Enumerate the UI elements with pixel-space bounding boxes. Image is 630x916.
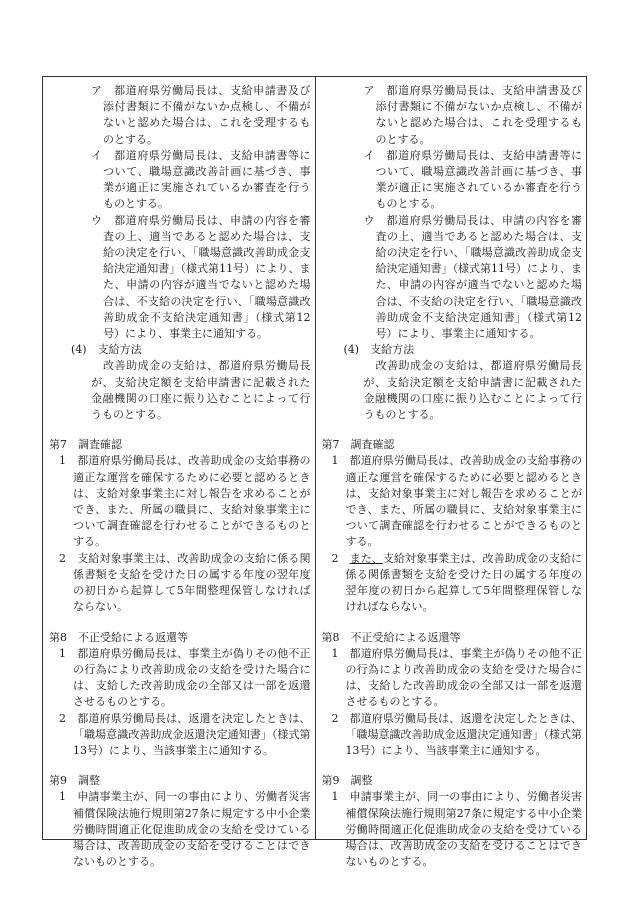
left-sec7-item-2: 2 支給対象事業主は、改善助成金の支給に係る関係書類を支給を受けた日の属する年度の翌年度の初日から起算して5年間整理保管しなければならない。: [59, 551, 311, 614]
right-item-u: ウ 都道府県労働局長は、申請の内容を審査の上、適当であると認めた場合は、支給の決定を行い、「職場意識改善助成金支給決定通知書」（様式第11号）により、また、申請の内容が適当でないと認めた場合は、不支給の決定を行い、「職場意識改善助成金不支給決定通知書」（様式第12号）により、事業主に通知する。: [363, 213, 582, 341]
right-sec6-4-body: 改善助成金の支給は、都道府県労働局長が、支給決定額を支給申請書に記載された金融機関の口座に振り込むことによって行うものとする。: [363, 359, 582, 422]
right-sec9-title: 第9 調整: [321, 774, 373, 788]
right-sec7-inserted-text: また、: [349, 551, 383, 565]
left-sec9-item-1: 1 申請事業主が、同一の事由により、労働者災害補償保険法施行規則第27条に規定する中小企業労働時間適正化促進助成金の支給を受けている場合は、改善助成金の支給を受けることはできないものとする。: [59, 790, 311, 869]
left-item-a: ア 都道府県労働局長は、支給申請書及び添付書類に不備がないか点検し、不備がないと認めた場合は、これを受理するものとする。: [91, 84, 311, 146]
right-item-a: ア 都道府県労働局長は、支給申請書及び添付書類に不備がないか点検し、不備がないと認めた場合は、これを受理するものとする。: [363, 84, 582, 146]
comparison-table: [42, 76, 587, 869]
right-sec8-title: 第8 不正受給による返還等: [321, 630, 461, 644]
left-sec6-4-body: 改善助成金の支給は、都道府県労働局長が、支給決定額を支給申請書に記載された金融機関の口座に振り込むことによって行うものとする。: [91, 359, 311, 422]
right-sec7-item-2: [322, 551, 583, 616]
right-sec7-item-2-rest: 支給対象事業主は、改善助成金の支給に係る関係書類を支給を受けた日の属する年度の翌年度の初日から起算して5年間整理保管しなければならない。: [345, 551, 583, 614]
left-item-u: ウ 都道府県労働局長は、申請の内容を審査の上、適当であると認めた場合は、支給の決定を行い、「職場意識改善助成金支給決定通知書」（様式第11号）により、また、申請の内容が適当でないと認めた場合は、不支給の決定を行い、「職場意識改善助成金不支給決定通知書」（様式第12号）により、事業主に通知する。: [91, 213, 311, 341]
right-sec6-4-title: (4) 支給方法: [343, 343, 415, 357]
right-sec8-item-1: 1 都道府県労働局長は、事業主が偽りその他不正の行為により改善助成金の支給を受けた場合には、支給した改善助成金の全部又は一部を返還させるものとする。: [331, 646, 582, 709]
right-sec7-item-1: 1 都道府県労働局長は、改善助成金の支給事務の適正な運営を確保するために必要と認めるときは、支給対象事業主に対し報告を求めることができ、また、所属の職員に、支給対象事業主について調査確認を行わせることができるものとする。: [331, 454, 582, 549]
left-sec6-4-title: (4) 支給方法: [71, 343, 142, 357]
right-sec8-item-2: 2 都道府県労働局長は、返還を決定したときは、「職場意識改善助成金返還決定通知書」（様式第13号）により、当該事業主に通知する。: [331, 711, 582, 757]
right-item-i: イ 都道府県労働局長は、支給申請書等について、職場意識改善計画に基づき、事業が適正に実施されているか審査を行うものとする。: [363, 148, 582, 211]
left-sec7-item-1: 1 都道府県労働局長は、改善助成金の支給事務の適正な運営を確保するために必要と認めるときは、支給対象事業主に対し報告を求めることができ、また、所属の職員に、支給対象事業主について調査確認を行わせることができるものとする。: [59, 454, 311, 549]
left-sec8-item-1: 1 都道府県労働局長は、事業主が偽りその他不正の行為により改善助成金の支給を受けた場合には、支給した改善助成金の全部又は一部を返還させるものとする。: [59, 646, 311, 709]
left-sec8-item-2: 2 都道府県労働局長は、返還を決定したときは、「職場意識改善助成金返還決定通知書」（様式第13号）により、当該事業主に通知する。: [59, 711, 311, 757]
left-column: [43, 77, 315, 869]
right-sec7-title: 第7 調査確認: [321, 438, 395, 452]
right-sec7-item-2-num: 2: [331, 551, 350, 565]
left-sec9-title: 第9 調整: [49, 774, 100, 788]
right-sec9-item-1: 1 申請事業主が、同一の事由により、労働者災害補償保険法施行規則第27条に規定する中小企業労働時間適正化促進助成金の支給を受けている場合は、改善助成金の支給を受けることはできないものとする。: [331, 790, 582, 869]
left-sec7-title: 第7 調査確認: [49, 438, 122, 452]
right-column: [315, 77, 587, 869]
left-sec8-title: 第8 不正受給による返還等: [49, 630, 188, 644]
left-item-i: イ 都道府県労働局長は、支給申請書等について、職場意識改善計画に基づき、事業が適正に実施されているか審査を行うものとする。: [91, 148, 311, 211]
